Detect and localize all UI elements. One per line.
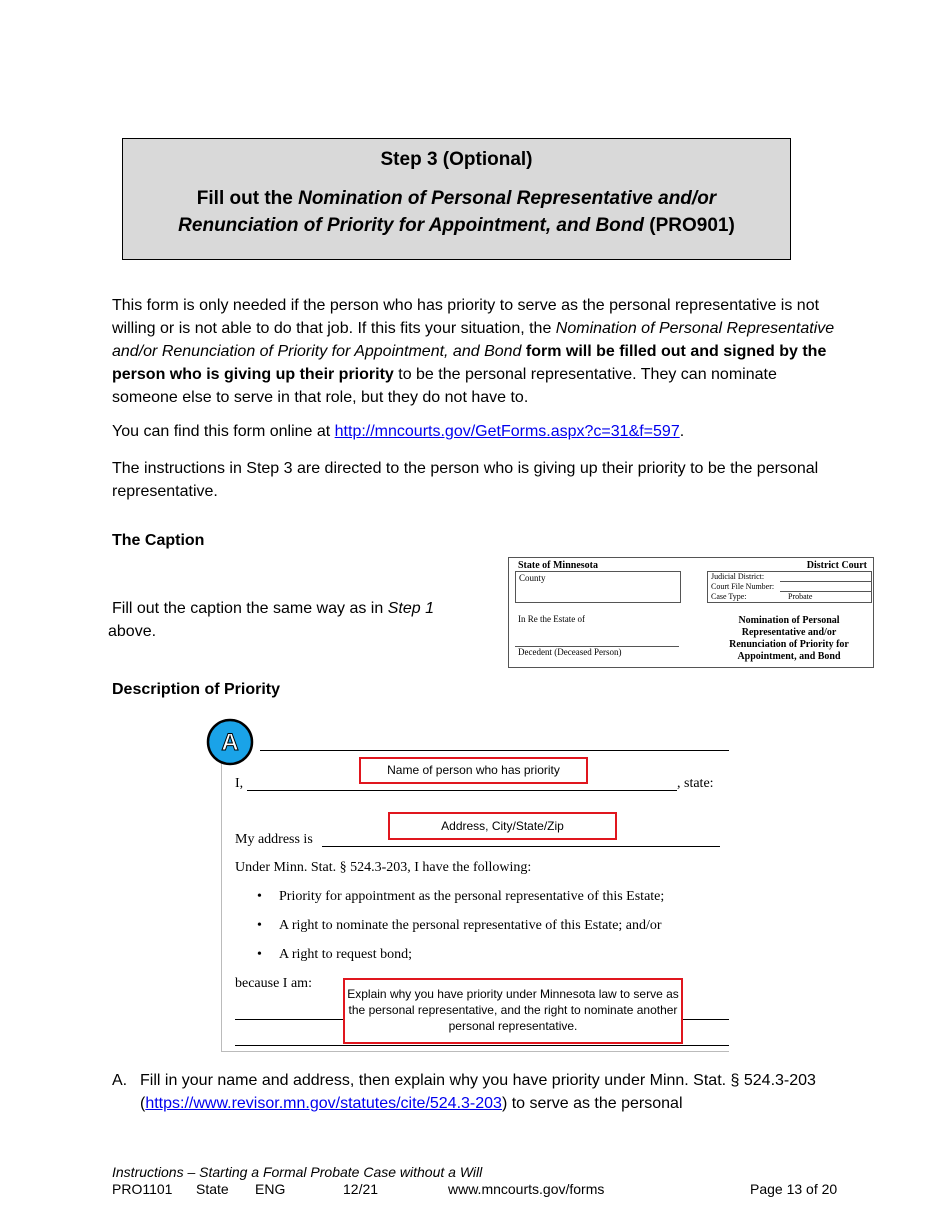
caption-form-example (508, 557, 874, 668)
address-hint-box: Address, City/State/Zip (388, 812, 617, 840)
statute-line: Under Minn. Stat. § 524.3-203, I have the following: (235, 860, 532, 875)
address-label: My address is (235, 832, 313, 847)
county-label: County (519, 573, 546, 583)
priority-form-example: I, , state: Name of person who has priority My address is Address, City/State/Zip Under Minn. Stat. § 524.3-203, I have the following: • Priority for appointment as the personal representative of this Estate; • A right to nominate the personal representative of this Estate; and/or • A right to request bond; because I am: Explain why you have priority under Minnesota law to serve as the personal representative, and the right to nominate another personal representative. (221, 722, 729, 1052)
bullet-item: A right to nominate the personal representative of this Estate; and/or (279, 918, 662, 933)
case-type-label: Case Type: (711, 592, 747, 601)
county-box (515, 571, 681, 603)
form-link[interactable]: http://mncourts.gov/GetForms.aspx?c=31&f=597 (334, 423, 680, 440)
svg-text:A: A (221, 729, 239, 756)
intro-paragraph-1: This form is only needed if the person who has priority to serve as the personal representative is not willing or is not able to do that job. If this fits your situation, the Nomination of Personal Representative and/or Renunciation of Priority for Appointment, and Bond form will be filled out and signed by the person who is giving up their priority to be the personal representative. They can nominate someone else to serve in that role, but they do not have to. (112, 297, 835, 406)
footer-lang: ENG (255, 1181, 286, 1197)
because-label: because I am: (235, 976, 312, 991)
because-hint-box: Explain why you have priority under Minnesota law to serve as the personal representative, and the right to nominate another personal representative. (343, 978, 683, 1044)
footer-page: Page 13 of 20 (750, 1181, 838, 1197)
footer-form-id: PRO1101 (112, 1181, 173, 1197)
footer-site: www.mncourts.gov/forms (448, 1181, 605, 1197)
i-label: I, (235, 776, 244, 791)
footer-state: State (196, 1181, 229, 1197)
name-hint-box: Name of person who has priority (359, 757, 588, 784)
caption-heading: The Caption (112, 532, 205, 549)
bullet-item: A right to request bond; (279, 947, 412, 962)
footer-title: Instructions – Starting a Formal Probate Case without a Will (112, 1164, 483, 1180)
caption-instruction: Fill out the caption the same way as in Step 1 above. (108, 600, 434, 640)
intro-paragraph-2: You can find this form online at http://mncourts.gov/GetForms.aspx?c=31&f=597. (112, 423, 685, 440)
step-title: Step 3 (Optional) (380, 149, 533, 170)
court-info-box (707, 571, 872, 603)
caption-doc-title: Nomination of Personal Representative and/or Renunciation of Priority for Appointment, and Bond (729, 615, 849, 662)
statute-link[interactable]: https://www.revisor.mn.gov/statutes/cite/524.3-203 (145, 1095, 502, 1112)
footer-date: 12/21 (343, 1181, 379, 1197)
court-file-number-label: Court File Number: (711, 582, 775, 591)
in-re-label: In Re the Estate of (518, 614, 585, 624)
case-type-value: Probate (788, 592, 813, 601)
decedent-label: Decedent (Deceased Person) (518, 647, 622, 657)
footer-row (112, 1181, 842, 1199)
step-header-box (122, 138, 791, 260)
badge-a-icon (206, 718, 254, 766)
state-label: , state: (677, 776, 714, 791)
step-subtitle: Fill out the Nomination of Personal Representative and/or Renunciation of Priority for Appointment, and Bond (PRO901) (178, 188, 735, 236)
judicial-district-label: Judicial District: (711, 572, 765, 581)
priority-heading: Description of Priority (112, 681, 281, 698)
item-a-marker: A. (112, 1072, 128, 1089)
caption-state: State of Minnesota (518, 560, 598, 571)
intro-paragraph-3: The instructions in Step 3 are directed to the person who is giving up their priority to be the personal representative. (112, 460, 819, 500)
item-a-text: Fill in your name and address, then explain why you have priority under Minn. Stat. § 524.3-203 (https://www.revisor.mn.gov/statutes/cite/524.3-203) to serve as the personal (140, 1072, 816, 1112)
caption-court: District Court (806, 560, 867, 571)
bullet-item: Priority for appointment as the personal representative of this Estate; (279, 889, 665, 904)
